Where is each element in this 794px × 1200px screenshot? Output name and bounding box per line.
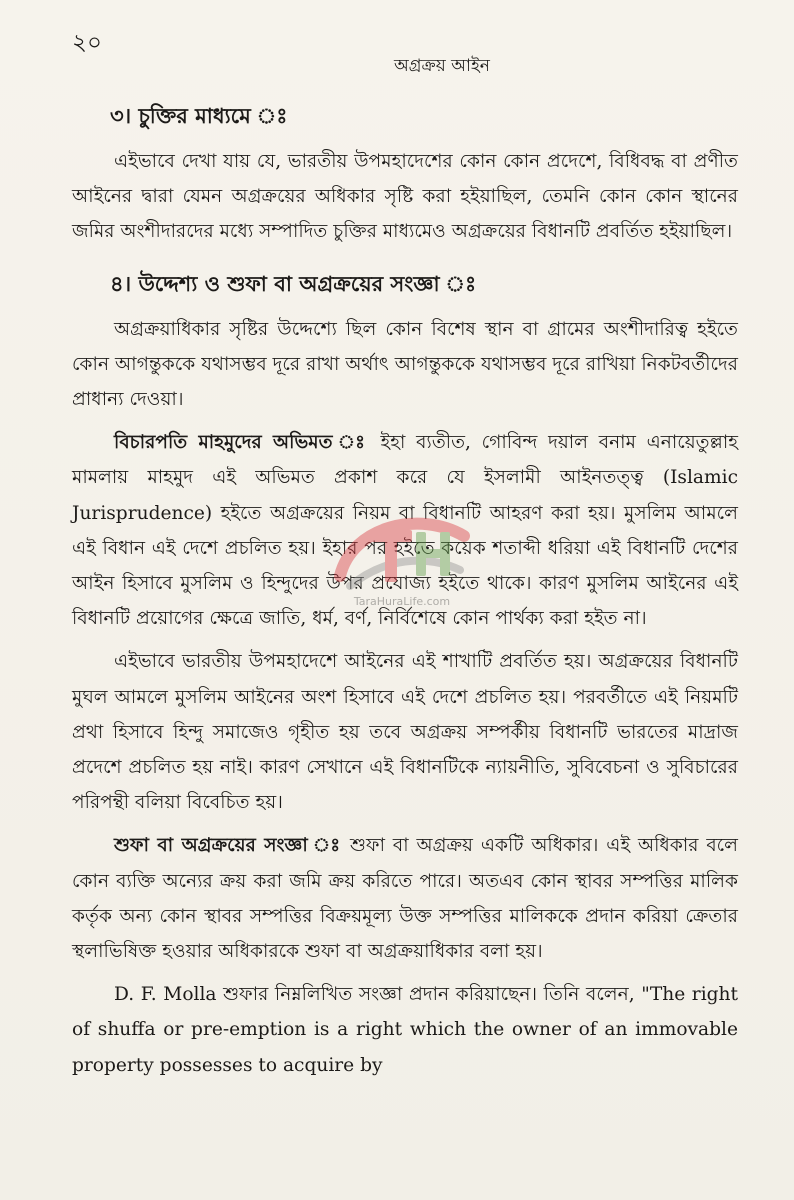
section-heading-3: ৩। চুক্তির মাধ্যমে ঃ — [110, 103, 288, 128]
paragraph-s3-1: এইভাবে দেখা যায় যে, ভারতীয় উপমহাদেশের কোন কোন প্রদেশে, বিধিবদ্ধ বা প্রণীত আইনের দ্বারা যেমন অগ্রক্রয়ের অধিকার সৃষ্টি করা হইয়াছিল, তেমনি কোন কোন স্থানের জমির অংশীদারদের মধ্যে সম্পাদিত চুক্তির মাধ্যমেও অগ্রক্রয়ের বিধানটি প্রবর্তিত হইয়াছিল। — [72, 151, 738, 243]
paragraph-s4-5-text: শুফার নিম্নলিখিত সংজ্ঞা প্রদান করিয়াছেন। তিনি বলেন, — [216, 984, 642, 1006]
watermark-site-label: TaraHuraLife.com — [353, 595, 451, 608]
shuffa-definition-term: শুফা বা অগ্রক্রয়ের সংজ্ঞা ঃ — [114, 835, 343, 857]
page-number: ২০ — [72, 30, 102, 56]
site-watermark — [322, 498, 482, 618]
paragraph-s4-4-text: শুফা বা অগ্রক্রয় একটি অধিকার। এই অধিকার বলে কোন ব্যক্তি অন্যের ক্রয় করা জমি ক্রয় করিতে পারে। অতএব কোন স্থাবর সম্পত্তির মালিক কর্তৃক অন্য কোন স্থাবর সম্পত্তির বিক্রয়মূল্য উক্ত সম্পত্তির মালিককে প্রদান করিয়া ক্রেতার স্থলাভিষিক্ত হওয়ার অধিকারকে শুফা বা অগ্রক্রয়াধিকার বলা হয়। — [72, 835, 738, 963]
author-name: D. F. Molla — [114, 984, 217, 1006]
english-quote: "The right of shuffa or pre-emption is a right which the owner of an immovable property possesses to acquire by — [72, 984, 738, 1076]
paragraph-s4-2-text-b: হইতে অগ্রক্রয়ের নিয়ম বা বিধানটি আহরণ করা হয়। মুসলিম আমলে এই বিধান এই দেশে প্রচলিত হয়। ইহার পর হইতে কয়েক শতাব্দী ধরিয়া এই বিধানটি দেশের আইন হিসাবে মুসলিম ও হিন্দুদের উপর প্রযোজ্য হইতে থাকে। কারণ মুসলিম আইনের এই বিধানটি প্রয়োগের ক্ষেত্রে জাতি, ধর্ম, বর্ণ, নির্বিশেষে কোন পার্থক্য করা হইত না। — [72, 502, 738, 630]
paragraph-s4-4 — [72, 828, 738, 969]
section-heading-4: ৪। উদ্দেশ্য ও শুফা বা অগ্রক্রয়ের সংজ্ঞা ঃ — [110, 270, 477, 296]
islamic-jurisprudence-term: (Islamic Jurisprudence) — [72, 467, 738, 524]
paragraph-s4-2-text-a: ইহা ব্যতীত, গোবিন্দ দয়াল বনাম এনায়েতুল্লাহ মামলায় মাহমুদ এই অভিমত প্রকাশ করে যে ইসলামী আইনতত্ত্ব — [72, 432, 738, 489]
paragraph-s4-1: অগ্রক্রয়াধিকার সৃষ্টির উদ্দেশ্যে ছিল কোন বিশেষ স্থান বা গ্রামের অংশীদারিত্ব হইতে কোন আগন্তুককে যথাসম্ভব দূরে রাখা অর্থাৎ আগন্তুককে যথাসম্ভব দূরে রাখিয়া নিকটবর্তীদের প্রাধান্য দেওয়া। — [72, 318, 738, 411]
running-head: অগ্রক্রয় আইন — [394, 56, 490, 76]
spacer — [72, 258, 738, 266]
paragraph-s4-5 — [72, 977, 738, 1083]
justice-mahmud-opinion-term: বিচারপতি মাহমুদের অভিমত ঃ — [114, 432, 370, 454]
paragraph-s4-3: এইভাবে ভারতীয় উপমহাদেশে আইনের এই শাখাটি প্রবর্তিত হয়। অগ্রক্রয়ের বিধানটি মুঘল আমলে মুসলিম আইনের অংশ হিসাবে এই দেশে প্রচলিত হয়। পরবর্তীতে এই নিয়মটি প্রথা হিসাবে হিন্দু সমাজেও গৃহীত হয় তবে অগ্রক্রয় সম্পর্কীয় বিধানটি ভারতের মাদ্রাজ প্রদেশে প্রচলিত হয় নাই। কারণ সেখানে এই বিধানটিকে ন্যায়নীতি, সুবিবেচনা ও সুবিচারের পরিপন্থী বলিয়া বিবেচিত হয়। — [72, 651, 738, 814]
